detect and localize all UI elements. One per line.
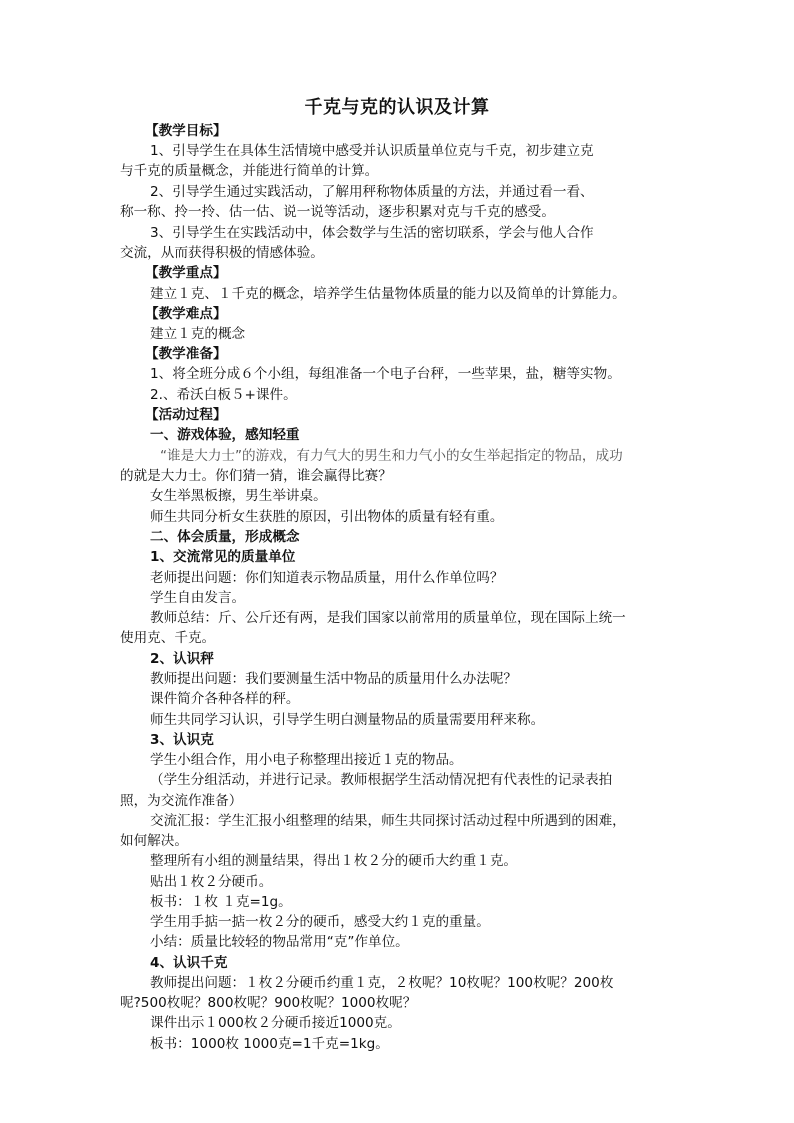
paragraph-line: 教师总结：斤、公斤还有两，是我们国家以前常用的质量单位，现在国际上统一 — [150, 610, 626, 626]
paragraph-line: 的就是大力士。你们猜一猜，谁会赢得比赛？ — [120, 468, 392, 484]
paragraph-line: 女生举黑板擦，男生举讲桌。 — [150, 488, 327, 504]
section-heading: 【教学难点】 — [145, 306, 227, 322]
paragraph-line: 2、引导学生通过实践活动，了解用秤称物体质量的方法，并通过看一看、 — [150, 184, 594, 200]
document-title: 千克与克的认识及计算 — [304, 97, 490, 118]
paragraph-line: 使用克、千克。 — [120, 630, 216, 646]
section-heading: 3、认识克 — [150, 732, 214, 748]
paragraph-line: 2.、希沃白板５+课件。 — [150, 387, 297, 403]
section-heading: 一、游戏体验，感知轻重 — [150, 427, 300, 443]
paragraph-line: 如何解决。 — [120, 833, 188, 849]
paragraph-line: 1、将全班分成６个小组，每组准备一个电子台秤，一些苹果，盐，糖等实物。 — [150, 366, 621, 382]
paragraph-line: 学生小组合作，用小电子称整理出接近１克的物品。 — [150, 752, 463, 768]
section-heading: 【活动过程】 — [145, 407, 227, 423]
paragraph-line: 建立１克的概念 — [150, 326, 246, 342]
paragraph-line: 交流，从而获得积极的情感体验。 — [120, 245, 324, 261]
paragraph-line: 教师提出问题：我们要测量生活中物品的质量用什么办法呢？ — [150, 671, 518, 687]
paragraph-line: 课件简介各种各样的秤。 — [150, 691, 300, 707]
paragraph-line: 3、引导学生在实践活动中，体会数学与生活的密切联系，学会与他人合作 — [150, 225, 594, 241]
section-heading: 二、体会质量，形成概念 — [150, 529, 300, 545]
paragraph-line: 老师提出问题：你们知道表示物品质量，用什么作单位吗？ — [150, 570, 504, 586]
paragraph-line: 贴出１枚２分硬币。 — [150, 874, 273, 890]
paragraph-line: 称一称、拎一拎、估一估、说一说等活动，逐步积累对克与千克的感受。 — [120, 204, 555, 220]
paragraph-line: “谁是大力士”的游戏，有力气大的男生和力气小的女生举起指定的物品，成功 — [160, 448, 623, 464]
paragraph-line: 1、引导学生在具体生活情境中感受并认识质量单位克与千克，初步建立克 — [150, 143, 594, 159]
paragraph-line: 教师提出问题：１枚２分硬币约重１克，２枚呢？10枚呢？100枚呢？200枚 — [150, 975, 614, 991]
paragraph-line: 交流汇报：学生汇报小组整理的结果，师生共同探讨活动过程中所遇到的困难， — [150, 813, 626, 829]
section-heading: 2、认识秤 — [150, 651, 214, 667]
section-heading: 【教学准备】 — [145, 346, 227, 362]
paragraph-line: 师生共同学习认识，引导学生明白测量物品的质量需要用秤来称。 — [150, 712, 545, 728]
section-heading: 【教学重点】 — [145, 265, 227, 281]
paragraph-line: 板书：１枚 １克=1g。 — [150, 894, 292, 910]
paragraph-line: （学生分组活动，并进行记录。教师根据学生活动情况把有代表性的记录表拍 — [150, 772, 613, 788]
paragraph-line: 照，为交流作准备） — [120, 793, 243, 809]
paragraph-line: 小结：质量比较轻的物品常用“克”作单位。 — [150, 934, 409, 950]
paragraph-line: 与千克的质量概念，并能进行简单的计算。 — [120, 163, 379, 179]
section-heading: 【教学目标】 — [145, 123, 227, 139]
paragraph-line: 建立１克、１千克的概念，培养学生估量物体质量的能力以及简单的计算能力。 — [150, 286, 626, 302]
paragraph-line: 学生自由发言。 — [150, 590, 246, 606]
paragraph-line: 课件出示１000枚２分硬币接近1000克。 — [150, 1015, 401, 1031]
paragraph-line: 师生共同分析女生获胜的原因，引出物体的质量有轻有重。 — [150, 509, 504, 525]
paragraph-line: 学生用手掂一掂一枚２分的硬币，感受大约１克的重量。 — [150, 914, 490, 930]
section-heading: 1、交流常见的质量单位 — [150, 549, 296, 565]
paragraph-line: 板书：1000枚 1000克=1千克=1kg。 — [150, 1036, 389, 1052]
paragraph-line: 整理所有小组的测量结果，得出１枚２分的硬币大约重１克。 — [150, 853, 518, 869]
paragraph-line: 呢?500枚呢？800枚呢？900枚呢？1000枚呢？ — [120, 995, 417, 1011]
section-heading: 4、认识千克 — [150, 955, 228, 971]
